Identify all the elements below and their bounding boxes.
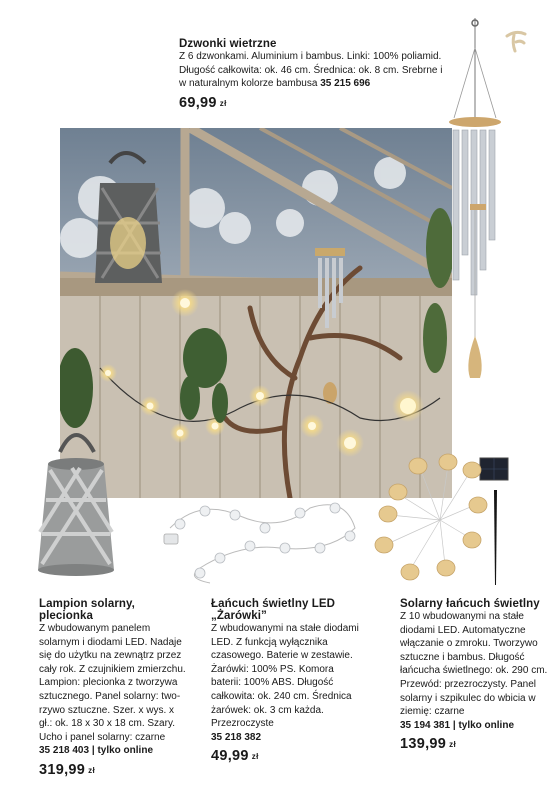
price-value: 49,99 (211, 748, 249, 765)
product-title: Dzwonki wietrzne (179, 38, 277, 50)
product-price (400, 736, 550, 752)
solar-string-lights-image (370, 450, 520, 590)
separator: | (91, 745, 95, 757)
product-wind-chimes (179, 38, 449, 111)
product-solar-string (400, 598, 550, 752)
description-text: Z 6 dzwonkami. Aluminium i bambus. Linki: 100% poliamid. Długość całkowita: ok. 46 cm. Średnica: ok. 8 cm. Srebrne i w naturalnym kolorze bambusa (179, 51, 443, 90)
price-value: 139,99 (400, 736, 447, 753)
product-price (39, 762, 189, 778)
product-description (211, 622, 361, 744)
product-sku: 35 194 381 (400, 719, 451, 731)
led-string-lights-image (160, 498, 360, 588)
description-text: Z wbudowanym panelem solarnym i diodami LED. Nadaje się do użytku na zewnątrz przez cały rok. Z czujnikiem zmierzchu. Lampion: plecionka z tworzywa sztucznego. Panel solarny: tworzywo sztuczne. Szer. x wys. x gł.: ok. 18 x 30 x 18 cm. Szary. Ucho i panel solarny: czarne (39, 623, 186, 743)
online-only-badge: tylko online (97, 745, 153, 757)
solar-lantern-image (32, 420, 120, 582)
product-sku: 35 218 403 (39, 745, 90, 757)
price-currency: zł (449, 740, 456, 750)
wind-chimes-image (440, 18, 510, 388)
product-price (211, 748, 361, 764)
product-title: Solarny łańcuch świetlny (400, 598, 540, 610)
product-led-string (211, 598, 361, 764)
product-description (179, 50, 449, 91)
product-solar-lantern (39, 598, 189, 778)
separator: | (452, 719, 456, 731)
price-value: 319,99 (39, 761, 86, 778)
price-currency: zł (88, 765, 95, 775)
product-description (400, 610, 550, 732)
product-sku: 35 218 382 (211, 731, 262, 743)
price-currency: zł (219, 98, 227, 108)
product-price (179, 95, 449, 111)
online-only-badge: tylko online (458, 719, 514, 731)
price-value: 69,99 (179, 94, 217, 111)
product-title: Lampion solarny, plecionka (39, 598, 135, 622)
price-currency: zł (251, 752, 259, 762)
description-text: Z 10 wbudowanymi na stałe diodami LED. Automatyczne włączanie o zmroku. Tworzywo sztuczne i bambus. Długość łańcucha świetlnego: ok. 290 cm. Przewód: przezroczysty. Panel solarny i szpikulec do wbicia w ziemię: czarne (400, 611, 548, 718)
product-sku: 35 215 696 (320, 78, 371, 90)
product-description (39, 622, 189, 758)
product-title: Łańcuch świetlny LED „Żarówki” (211, 598, 336, 622)
description-text: Z wbudowanymi na stałe diodami LED. Z funkcją wyłącznika czasowego. Baterie w zestawie. Żarówki: 100% PS. Komora baterii: 100% ABS. Długość całkowita: ok. 240 cm. Średnica żarówek: ok. 3 cm każda. Przezroczyste (211, 623, 359, 730)
